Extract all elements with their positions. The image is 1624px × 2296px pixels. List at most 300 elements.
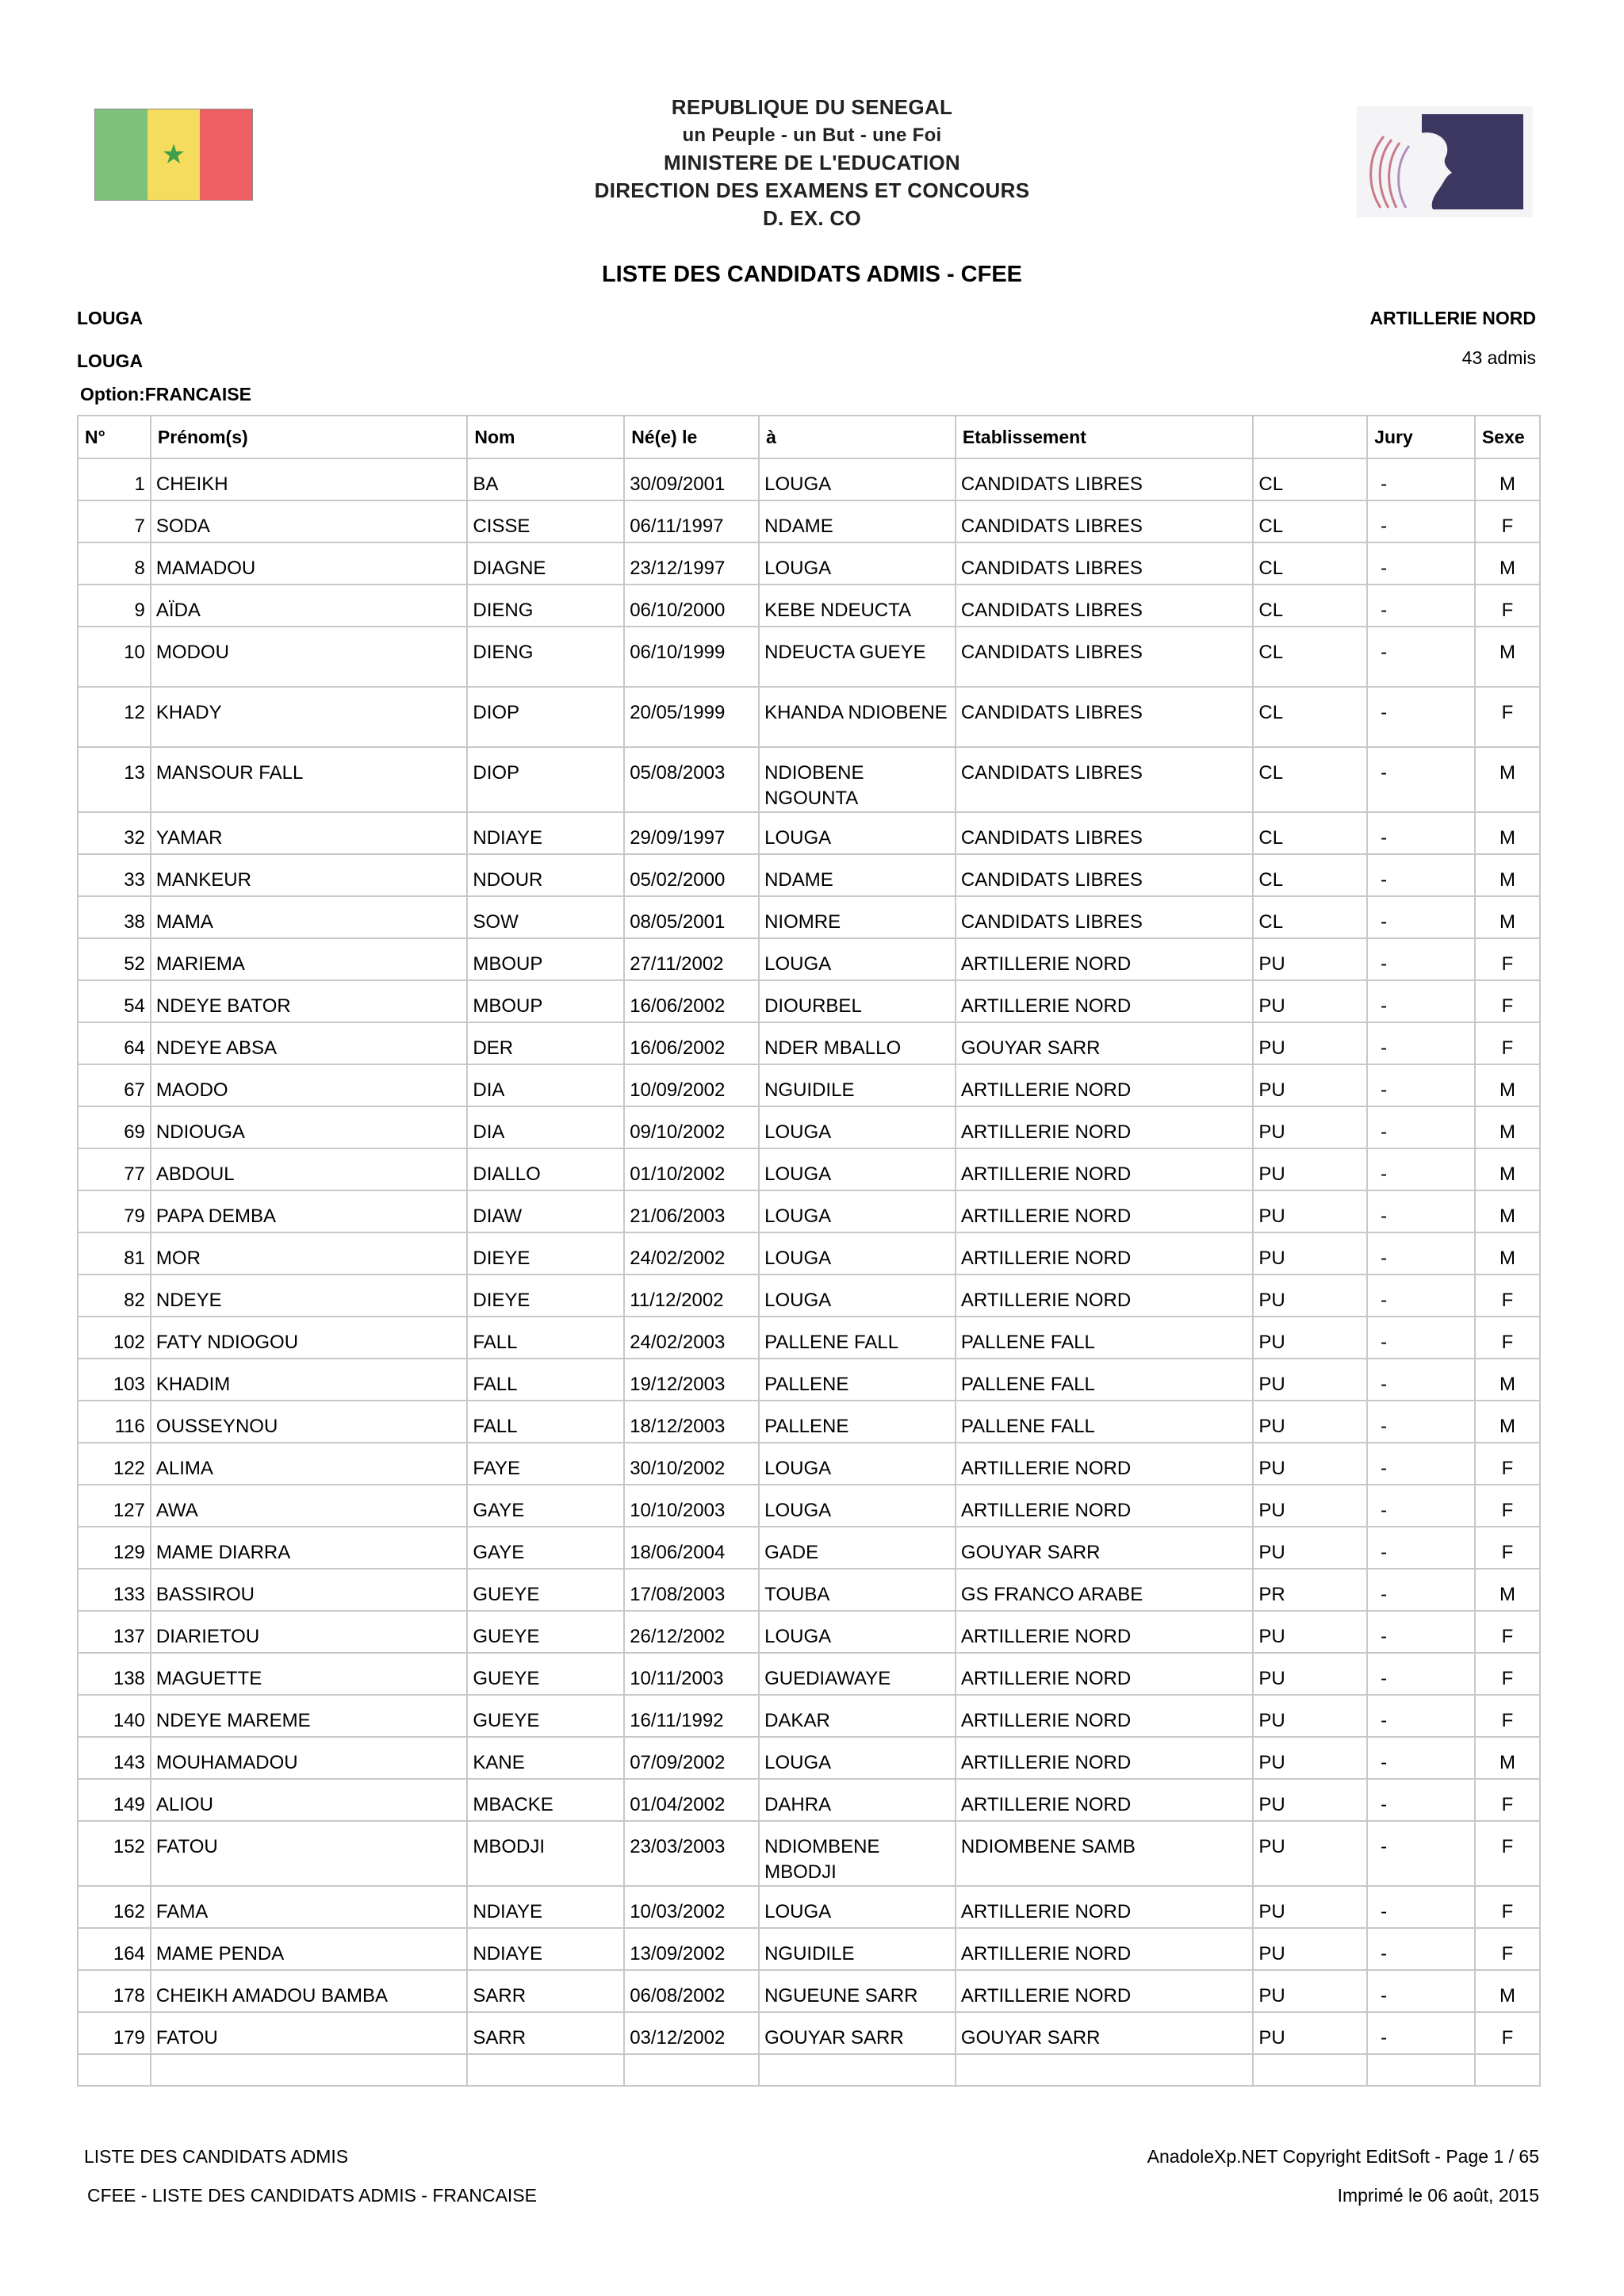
row-lieu: LOUGA [759, 1443, 956, 1485]
row-lieu: NDAME [759, 854, 956, 896]
row-nom: DIALLO [467, 1148, 624, 1190]
row-lieu: PALLENE FALL [759, 1317, 956, 1359]
row-nom: SARR [467, 2012, 624, 2054]
row-sexe: F [1475, 938, 1540, 980]
row-jury: - [1367, 1970, 1475, 2012]
row-nom: BA [467, 458, 624, 500]
row-lieu: LOUGA [759, 1485, 956, 1527]
row-prenom: MAME PENDA [151, 1928, 467, 1970]
row-lieu: GUEDIAWAYE [759, 1653, 956, 1695]
row-num: 81 [78, 1232, 151, 1274]
empty-cell [467, 2054, 624, 2086]
row-prenom: ABDOUL [151, 1148, 467, 1190]
row-nom: NDIAYE [467, 1886, 624, 1928]
row-type: PU [1253, 1190, 1367, 1232]
header-line-dexco: D. EX. CO [762, 206, 862, 230]
row-etablissement: CANDIDATS LIBRES [956, 627, 1254, 687]
row-date: 30/10/2002 [624, 1443, 759, 1485]
row-prenom: MANKEUR [151, 854, 467, 896]
row-etablissement: NDIOMBENE SAMB [956, 1821, 1254, 1886]
row-sexe: F [1475, 1886, 1540, 1928]
table-row [78, 1148, 1540, 1190]
table-row [78, 1232, 1540, 1274]
row-etablissement: ARTILLERIE NORD [956, 938, 1254, 980]
row-nom: MBOUP [467, 938, 624, 980]
row-jury: - [1367, 1821, 1475, 1886]
row-num: 8 [78, 542, 151, 585]
row-nom: KANE [467, 1737, 624, 1779]
table-body [78, 458, 1540, 2086]
row-jury: - [1367, 585, 1475, 627]
col-header-prenom: Prénom(s) [151, 416, 467, 458]
row-type: CL [1253, 896, 1367, 938]
row-nom: FALL [467, 1401, 624, 1443]
header-line-ministry: MINISTERE DE L'EDUCATION [663, 151, 961, 174]
table-row [78, 1821, 1540, 1886]
row-lieu: LOUGA [759, 1737, 956, 1779]
table-row [78, 1527, 1540, 1569]
row-date: 26/12/2002 [624, 1611, 759, 1653]
row-nom: FAYE [467, 1443, 624, 1485]
row-num: 127 [78, 1485, 151, 1527]
row-type: PU [1253, 1443, 1367, 1485]
row-date: 06/10/2000 [624, 585, 759, 627]
row-date: 10/10/2003 [624, 1485, 759, 1527]
row-num: 137 [78, 1611, 151, 1653]
row-num: 164 [78, 1928, 151, 1970]
row-prenom: MAMA [151, 896, 467, 938]
row-type: CL [1253, 812, 1367, 854]
row-sexe: M [1475, 458, 1540, 500]
row-etablissement: CANDIDATS LIBRES [956, 585, 1254, 627]
row-date: 10/09/2002 [624, 1064, 759, 1106]
row-lieu: LOUGA [759, 1274, 956, 1317]
row-sexe: M [1475, 747, 1540, 812]
row-jury: - [1367, 458, 1475, 500]
table-row [78, 1022, 1540, 1064]
row-etablissement: CANDIDATS LIBRES [956, 747, 1254, 812]
row-prenom: MOUHAMADOU [151, 1737, 467, 1779]
row-nom: DIEYE [467, 1274, 624, 1317]
row-nom: DIENG [467, 585, 624, 627]
table-row [78, 854, 1540, 896]
row-jury: - [1367, 812, 1475, 854]
row-nom: MBOUP [467, 980, 624, 1022]
row-jury: - [1367, 1022, 1475, 1064]
row-type: PU [1253, 1148, 1367, 1190]
row-etablissement: PALLENE FALL [956, 1359, 1254, 1401]
row-type: CL [1253, 854, 1367, 896]
footer-right-2: Imprimé le 06 août, 2015 [1337, 2185, 1539, 2206]
row-sexe: M [1475, 1569, 1540, 1611]
row-type: PU [1253, 1317, 1367, 1359]
row-prenom: MARIEMA [151, 938, 467, 980]
row-prenom: NDEYE ABSA [151, 1022, 467, 1064]
row-sexe: M [1475, 1148, 1540, 1190]
row-type: PU [1253, 1401, 1367, 1443]
row-prenom: CHEIKH AMADOU BAMBA [151, 1970, 467, 2012]
row-lieu: NDEUCTA GUEYE [759, 627, 956, 687]
row-lieu: GOUYAR SARR [759, 2012, 956, 2054]
row-jury: - [1367, 747, 1475, 812]
row-num: 9 [78, 585, 151, 627]
row-num: 152 [78, 1821, 151, 1886]
row-jury: - [1367, 1359, 1475, 1401]
row-type: PU [1253, 1886, 1367, 1928]
row-num: 77 [78, 1148, 151, 1190]
row-num: 140 [78, 1695, 151, 1737]
row-lieu: NDER MBALLO [759, 1022, 956, 1064]
row-date: 03/12/2002 [624, 2012, 759, 2054]
row-nom: NDIAYE [467, 1928, 624, 1970]
table-row [78, 1443, 1540, 1485]
row-lieu: NGUIDILE [759, 1928, 956, 1970]
table-row [78, 1317, 1540, 1359]
row-jury: - [1367, 1443, 1475, 1485]
row-jury: - [1367, 1106, 1475, 1148]
option-label: Option:FRANCAISE [80, 384, 251, 404]
row-num: 79 [78, 1190, 151, 1232]
row-type: CL [1253, 542, 1367, 585]
row-jury: - [1367, 938, 1475, 980]
row-nom: DIA [467, 1106, 624, 1148]
row-sexe: M [1475, 854, 1540, 896]
row-prenom: SODA [151, 500, 467, 542]
row-prenom: MAMADOU [151, 542, 467, 585]
row-etablissement: ARTILLERIE NORD [956, 1779, 1254, 1821]
row-nom: GUEYE [467, 1611, 624, 1653]
row-num: 143 [78, 1737, 151, 1779]
row-sexe: F [1475, 980, 1540, 1022]
row-etablissement: ARTILLERIE NORD [956, 1928, 1254, 1970]
row-sexe: F [1475, 2012, 1540, 2054]
row-jury: - [1367, 896, 1475, 938]
row-lieu: NDIOMBENE MBODJI [759, 1821, 956, 1886]
row-date: 17/08/2003 [624, 1569, 759, 1611]
row-date: 09/10/2002 [624, 1106, 759, 1148]
row-num: 138 [78, 1653, 151, 1695]
table-row [78, 896, 1540, 938]
row-type: PU [1253, 980, 1367, 1022]
row-lieu: KHANDA NDIOBENE [759, 687, 956, 747]
row-sexe: F [1475, 1527, 1540, 1569]
admis-count: 43 admis [1461, 347, 1536, 368]
row-etablissement: CANDIDATS LIBRES [956, 812, 1254, 854]
row-etablissement: ARTILLERIE NORD [956, 1106, 1254, 1148]
row-jury: - [1367, 1695, 1475, 1737]
table-row-empty [78, 2054, 1540, 2086]
document-title: LISTE DES CANDIDATS ADMIS - CFEE [601, 262, 1023, 287]
row-jury: - [1367, 1737, 1475, 1779]
row-sexe: M [1475, 1359, 1540, 1401]
center-label: ARTILLERIE NORD [1369, 308, 1536, 328]
row-sexe: M [1475, 1232, 1540, 1274]
table-row [78, 627, 1540, 687]
row-type: PU [1253, 2012, 1367, 2054]
table-row [78, 1928, 1540, 1970]
row-type: PU [1253, 1695, 1367, 1737]
row-lieu: LOUGA [759, 1190, 956, 1232]
table-row [78, 1274, 1540, 1317]
row-type: PU [1253, 1779, 1367, 1821]
footer-right-1: AnadoleXp.NET Copyright EditSoft - Page 1 / 65 [1147, 2146, 1539, 2167]
row-num: 178 [78, 1970, 151, 2012]
row-etablissement: CANDIDATS LIBRES [956, 458, 1254, 500]
row-type: PU [1253, 1821, 1367, 1886]
row-type: PU [1253, 1928, 1367, 1970]
col-header-jury: Jury [1367, 416, 1475, 458]
department-label: LOUGA [77, 351, 144, 371]
row-prenom: MANSOUR FALL [151, 747, 467, 812]
row-sexe: M [1475, 627, 1540, 687]
row-jury: - [1367, 1064, 1475, 1106]
table-row [78, 1611, 1540, 1653]
table-row [78, 812, 1540, 854]
row-num: 69 [78, 1106, 151, 1148]
row-type: PU [1253, 1232, 1367, 1274]
row-date: 10/11/2003 [624, 1653, 759, 1695]
row-prenom: MAODO [151, 1064, 467, 1106]
row-date: 16/06/2002 [624, 1022, 759, 1064]
empty-cell [1367, 2054, 1475, 2086]
footer-left-1: LISTE DES CANDIDATS ADMIS [84, 2146, 349, 2167]
row-sexe: M [1475, 1970, 1540, 2012]
row-num: 32 [78, 812, 151, 854]
row-date: 08/05/2001 [624, 896, 759, 938]
row-nom: DIENG [467, 627, 624, 687]
empty-cell [78, 2054, 151, 2086]
table-row [78, 1359, 1540, 1401]
row-date: 21/06/2003 [624, 1190, 759, 1232]
row-date: 07/09/2002 [624, 1737, 759, 1779]
row-date: 10/03/2002 [624, 1886, 759, 1928]
row-etablissement: ARTILLERIE NORD [956, 980, 1254, 1022]
row-etablissement: CANDIDATS LIBRES [956, 500, 1254, 542]
row-prenom: FATOU [151, 2012, 467, 2054]
row-nom: DIAW [467, 1190, 624, 1232]
row-jury: - [1367, 1274, 1475, 1317]
row-sexe: F [1475, 1022, 1540, 1064]
row-etablissement: PALLENE FALL [956, 1317, 1254, 1359]
table-row [78, 1569, 1540, 1611]
row-jury: - [1367, 1886, 1475, 1928]
row-prenom: KHADY [151, 687, 467, 747]
row-jury: - [1367, 1232, 1475, 1274]
row-sexe: M [1475, 1190, 1540, 1232]
table-row [78, 938, 1540, 980]
row-lieu: NIOMRE [759, 896, 956, 938]
table-row [78, 1653, 1540, 1695]
row-sexe: F [1475, 1485, 1540, 1527]
row-jury: - [1367, 2012, 1475, 2054]
row-nom: DIAGNE [467, 542, 624, 585]
row-prenom: BASSIROU [151, 1569, 467, 1611]
row-lieu: LOUGA [759, 1148, 956, 1190]
row-num: 12 [78, 687, 151, 747]
row-jury: - [1367, 854, 1475, 896]
row-date: 27/11/2002 [624, 938, 759, 980]
col-header-nom: Nom [467, 416, 624, 458]
candidates-table [77, 415, 1541, 2087]
row-lieu: KEBE NDEUCTA [759, 585, 956, 627]
row-date: 24/02/2003 [624, 1317, 759, 1359]
row-jury: - [1367, 1527, 1475, 1569]
row-sexe: M [1475, 812, 1540, 854]
table-row [78, 1779, 1540, 1821]
row-type: PU [1253, 1737, 1367, 1779]
table-header-row [78, 416, 1540, 458]
row-lieu: DIOURBEL [759, 980, 956, 1022]
row-date: 11/12/2002 [624, 1274, 759, 1317]
row-etablissement: GOUYAR SARR [956, 2012, 1254, 2054]
table-row [78, 1401, 1540, 1443]
row-jury: - [1367, 687, 1475, 747]
row-nom: GUEYE [467, 1653, 624, 1695]
row-type: PU [1253, 1274, 1367, 1317]
row-type: CL [1253, 687, 1367, 747]
row-lieu: DAKAR [759, 1695, 956, 1737]
table-row [78, 980, 1540, 1022]
row-num: 7 [78, 500, 151, 542]
row-num: 122 [78, 1443, 151, 1485]
row-sexe: F [1475, 1928, 1540, 1970]
row-date: 18/12/2003 [624, 1401, 759, 1443]
row-prenom: AÏDA [151, 585, 467, 627]
row-sexe: F [1475, 1611, 1540, 1653]
row-jury: - [1367, 1317, 1475, 1359]
row-etablissement: ARTILLERIE NORD [956, 1443, 1254, 1485]
row-lieu: LOUGA [759, 938, 956, 980]
row-jury: - [1367, 1928, 1475, 1970]
header-line-republic: REPUBLIQUE DU SENEGAL [671, 95, 953, 119]
row-nom: SOW [467, 896, 624, 938]
col-header-type [1253, 416, 1367, 458]
row-jury: - [1367, 1779, 1475, 1821]
row-type: PU [1253, 1653, 1367, 1695]
row-prenom: KHADIM [151, 1359, 467, 1401]
row-num: 162 [78, 1886, 151, 1928]
row-type: PR [1253, 1569, 1367, 1611]
row-date: 06/10/1999 [624, 627, 759, 687]
row-lieu: LOUGA [759, 542, 956, 585]
row-nom: GAYE [467, 1527, 624, 1569]
row-sexe: F [1475, 1779, 1540, 1821]
table-row [78, 585, 1540, 627]
row-date: 06/08/2002 [624, 1970, 759, 2012]
row-nom: FALL [467, 1359, 624, 1401]
empty-cell [1253, 2054, 1367, 2086]
row-type: PU [1253, 1485, 1367, 1527]
table-row [78, 1106, 1540, 1148]
row-type: PU [1253, 1022, 1367, 1064]
row-num: 67 [78, 1064, 151, 1106]
col-header-lieu: à [759, 416, 956, 458]
row-prenom: NDEYE BATOR [151, 980, 467, 1022]
row-num: 1 [78, 458, 151, 500]
row-etablissement: PALLENE FALL [956, 1401, 1254, 1443]
empty-cell [1475, 2054, 1540, 2086]
row-num: 149 [78, 1779, 151, 1821]
col-header-num: N° [78, 416, 151, 458]
row-num: 103 [78, 1359, 151, 1401]
flag-star-icon: ★ [161, 140, 186, 170]
row-lieu: LOUGA [759, 1886, 956, 1928]
row-prenom: AWA [151, 1485, 467, 1527]
table-row [78, 500, 1540, 542]
row-etablissement: ARTILLERIE NORD [956, 1274, 1254, 1317]
empty-cell [956, 2054, 1254, 2086]
row-sexe: F [1475, 1443, 1540, 1485]
row-etablissement: CANDIDATS LIBRES [956, 854, 1254, 896]
row-date: 05/08/2003 [624, 747, 759, 812]
row-date: 16/11/1992 [624, 1695, 759, 1737]
row-etablissement: GS FRANCO ARABE [956, 1569, 1254, 1611]
row-jury: - [1367, 1485, 1475, 1527]
row-date: 23/03/2003 [624, 1821, 759, 1886]
row-etablissement: CANDIDATS LIBRES [956, 542, 1254, 585]
row-sexe: F [1475, 585, 1540, 627]
row-lieu: PALLENE [759, 1401, 956, 1443]
row-nom: GUEYE [467, 1569, 624, 1611]
row-etablissement: ARTILLERIE NORD [956, 1148, 1254, 1190]
row-jury: - [1367, 980, 1475, 1022]
row-jury: - [1367, 1190, 1475, 1232]
row-sexe: F [1475, 500, 1540, 542]
row-prenom: NDEYE MAREME [151, 1695, 467, 1737]
row-prenom: ALIMA [151, 1443, 467, 1485]
table-row [78, 747, 1540, 812]
row-date: 13/09/2002 [624, 1928, 759, 1970]
row-nom: GAYE [467, 1485, 624, 1527]
row-etablissement: GOUYAR SARR [956, 1527, 1254, 1569]
row-type: PU [1253, 1970, 1367, 2012]
row-date: 16/06/2002 [624, 980, 759, 1022]
row-etablissement: ARTILLERIE NORD [956, 1485, 1254, 1527]
row-prenom: NDEYE [151, 1274, 467, 1317]
row-lieu: NDIOBENE NGOUNTA [759, 747, 956, 812]
empty-cell [151, 2054, 467, 2086]
header-line-direction: DIRECTION DES EXAMENS ET CONCOURS [594, 178, 1030, 202]
row-jury: - [1367, 1653, 1475, 1695]
row-sexe: F [1475, 1653, 1540, 1695]
row-type: PU [1253, 1611, 1367, 1653]
row-etablissement: GOUYAR SARR [956, 1022, 1254, 1064]
row-lieu: NGUEUNE SARR [759, 1970, 956, 2012]
row-prenom: FAMA [151, 1886, 467, 1928]
row-date: 05/02/2000 [624, 854, 759, 896]
row-jury: - [1367, 542, 1475, 585]
row-nom: DIEYE [467, 1232, 624, 1274]
table-row [78, 1190, 1540, 1232]
col-header-date: Né(e) le [624, 416, 759, 458]
row-date: 01/04/2002 [624, 1779, 759, 1821]
row-type: CL [1253, 500, 1367, 542]
row-type: PU [1253, 1359, 1367, 1401]
row-jury: - [1367, 1569, 1475, 1611]
row-prenom: NDIOUGA [151, 1106, 467, 1148]
row-etablissement: ARTILLERIE NORD [956, 1695, 1254, 1737]
row-date: 18/06/2004 [624, 1527, 759, 1569]
row-nom: DIOP [467, 747, 624, 812]
empty-cell [759, 2054, 956, 2086]
row-sexe: F [1475, 1317, 1540, 1359]
row-date: 24/02/2002 [624, 1232, 759, 1274]
row-lieu: LOUGA [759, 812, 956, 854]
row-type: CL [1253, 747, 1367, 812]
table-row [78, 542, 1540, 585]
row-lieu: LOUGA [759, 1611, 956, 1653]
row-nom: SARR [467, 1970, 624, 2012]
